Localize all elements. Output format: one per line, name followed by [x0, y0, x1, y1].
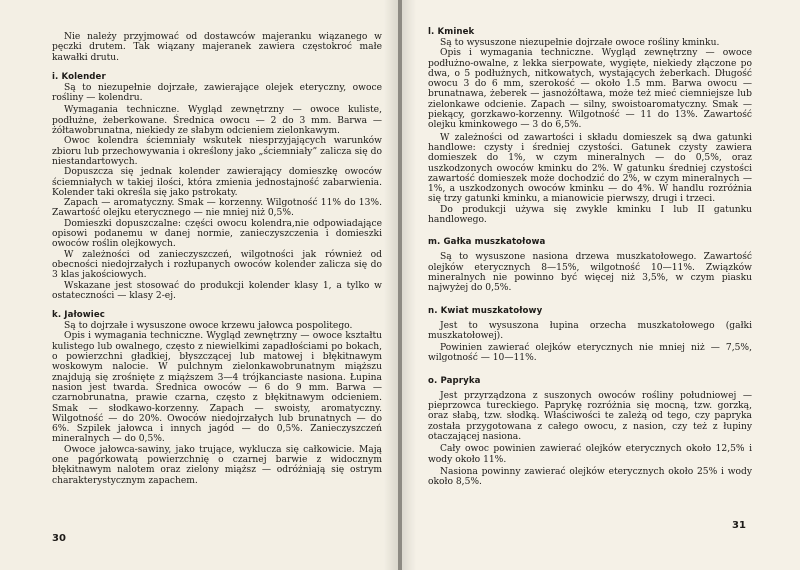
paragraph: Dopuszcza się jednak kolender zawierający domieszkę owoców ściemniałych w takiej ilości, która zmienia jednostajność zabarwienia. Kolender taki określa się jako pstrokaty. — [52, 167, 382, 198]
gutter-shadow-right — [402, 0, 416, 570]
paragraph: Są to niezupełnie dojrzałe, zawierające olejek eteryczny, owoce rośliny — kolendru. — [52, 82, 382, 104]
gutter-shadow-left — [384, 0, 398, 570]
page-number-right: 31 — [732, 520, 746, 531]
paragraph: Domieszki dopuszczalne: części owocu kolendra,nie odpowiadające opisowi podanemu w danej normie, zanieczyszczenia i domieszki owoców roślin olejkowych. — [52, 218, 382, 250]
paragraph: Wskazane jest stosować do produkcji kolender klasy 1, a tylko w ostateczności — klasy 2-ej. — [52, 280, 382, 301]
paragraph: W zależności od zanieczyszczeń, wilgotności jak również od obecności niedojrzałych i rozłupanych owoców kolender zalicza się do 3 klas jakościowych. — [52, 249, 382, 281]
paragraph: Zapach — aromatyczny. Smak — korzenny. Wilgotność 11% do 13%. Zawartość olejku eterycznego — nie mniej niż 0,5%. — [52, 198, 382, 219]
section-kwiat — [428, 306, 752, 364]
section-heading: l. Kminek — [428, 27, 475, 37]
paragraph: Opis i wymagania techniczne. Wygląd zewnętrzny — owoce kształtu kulistego lub owalnego, często z niewielkimi zapadłościami po bokach, o powierzchni gładkiej, błyszczącej lub matowej i błękitnawym woskowym nalocie. W pulchnym zielonkawobrunatnym miąższu znajdują się zrośnięte z miąższem 3—4 trójkanciaste nasiona. Łupina nasion jest twarda. Średnica owoców — 6 do 9 mm. Barwa — czarnobrunatna, prawie czarna, często z błękitnawym odcieniem. Smak — słodkawo-korzenny. Zapach — swoisty, aromatyczny. Wilgotność — do 20%. Owoców niedojrzałych lub brunatnych — do 6%. Szpilek jałowca i innych jagód — do 0,5%. Zanieczyszczeń mineralnych — do 0,5%. — [52, 331, 382, 445]
paragraph: Powinien zawierać olejków eterycznych nie mniej niż — 7,5%, wilgotność — 10—11%. — [428, 343, 752, 364]
section-jalowiec — [52, 310, 382, 486]
paragraph: Owoce jałowca-sawiny, jako trujące, wyklucza się całkowicie. Mają one pagórkowatą powierzchnię o czarnej barwie z widocznym błękitnawym nalotem oraz zielony miąższ — odróżniają się ostrym charakterystycznym zapachem. — [52, 444, 382, 486]
section-heading: n. Kwiat muszkatołowy — [428, 305, 543, 316]
paragraph: Jest przyrządzona z suszonych owoców rośliny południowej — pieprzowca tureckiego. Paprykę rozróżnia się mocną, tzw. gorzką, oraz słabą, tzw. słodką. Właściwości te zależą od tego, czy papryka została przygotowana z całego owocu, z nasion, czy też z łupiny otaczającej nasiona. — [428, 390, 752, 442]
paragraph: W zależności od zawartości i składu domieszek są dwa gatunki handlowe: czysty i średniej czystości. Gatunek czysty zawiera domieszek do 1%, w czym mineralnych — do 0,5%, oraz uszkodzonych owoców kminku do 2%. W gatunku średniej czystości zawartość domieszek może dochodzić do 2%, w czym mineralnych — 1%, a uszkodzonych owoców kminku — do 4%. W handlu rozróżnia się trzy gatunki kminku, a mianowicie pierwszy, drugi i trzeci. — [428, 132, 752, 205]
paragraph: Są to dojrzałe i wysuszone owoce krzewu jałowca pospolitego. — [64, 321, 353, 332]
left-page — [0, 0, 398, 570]
section-kminek — [428, 27, 752, 225]
paragraph: Do produkcji używa się zwykle kminku I lub II gatunku handlowego. — [428, 204, 752, 226]
paragraph: Są to wysuszone niezupełnie dojrzałe owoce rośliny kminku. — [440, 38, 720, 48]
paragraph: Jest to wysuszona łupina orzecha muszkatołowego (gałki muszkatołowej). — [428, 320, 752, 341]
section-galka — [428, 237, 752, 293]
page-number-left: 30 — [52, 533, 66, 544]
section-papryka — [428, 376, 752, 488]
intro-paragraph: Nie należy przyjmować od dostawców majeranku wiązanego w pęczki drutem. Tak wiązany majeranek zawiera częstokroć małe kawałki drutu. — [52, 32, 382, 63]
paragraph: Wymagania techniczne. Wygląd zewnętrzny — owoce kuliste, podłużne, żeberkowane. Średnica owocu — 2 do 3 mm. Barwa — żółtawobrunatna, niekiedy ze słabym odcieniem zielonkawym. — [52, 105, 382, 137]
paragraph: Są to wysuszone nasiona drzewa muszkatołowego. Zawartość olejków eterycznych 8—15%, wilgotność 10—11%. Związków mineralnych nie powinno być więcej niż 3,5%, w czym piasku najwyżej do 0,5%. — [428, 252, 752, 294]
paragraph: Owoc kolendra ściemniały wskutek niesprzyjających warunków zbioru lub przechowywania i określony jako „ściemniały” zalicza się do niestandartowych. — [52, 136, 382, 167]
paragraph: Opis i wymagania techniczne. Wygląd zewnętrzny — owoce podłużno-owalne, z lekka sierpowate, wygięte, niekiedy złączone po dwa, o 5 podłużnych, nitkowatych, wystających żeberkach. Długość owocu 3 do 6 mm, szerokość — około 1.5 mm. Barwa owocu — brunatnawa, żeberek — jasnożółtawa, może też mieć ciemniejsze lub zielonkawe odcienie. Zapach — silny, swoistoaromatyczny. Smak — piekący, gorzkawo-korzenny. Wilgotność — 11 do 13%. Zawartość olejku kminkowego — 3 do 6,5%. — [428, 48, 752, 131]
section-heading: o. Papryka — [428, 375, 481, 386]
section-kolender — [52, 72, 382, 301]
paragraph: Nasiona powinny zawierać olejków eterycznych około 25% i wody około 8,5%. — [428, 466, 752, 488]
section-heading: k. Jałowiec — [52, 310, 105, 321]
paragraph: Cały owoc powinien zawierać olejków eterycznych około 12,5% i wody około 11%. — [428, 444, 752, 465]
section-heading: m. Gałka muszkatołowa — [428, 237, 546, 248]
right-page — [402, 0, 800, 570]
section-heading: i. Kolender — [52, 71, 106, 82]
